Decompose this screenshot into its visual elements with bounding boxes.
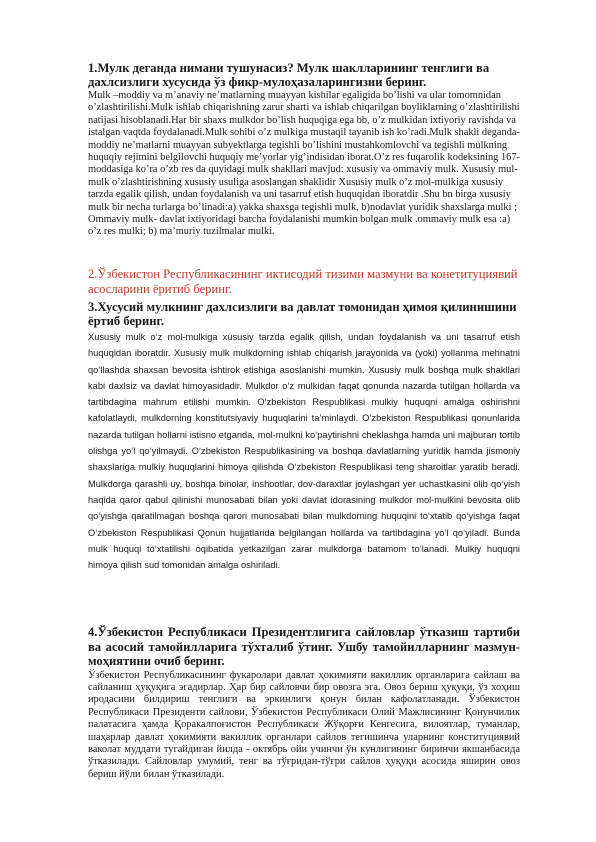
section-3-body: Xususiy mulk o‘z mol-mulkiga xususiy tarzda egalik qilish, undan foydalanish va uni tasarruf etish huquqidan iboratdir. Xususiy mulk mulkdorning ishlab chiqarish jarayonida va (yoki) yollanma mehnatni qo‘llashda shaxsan bevosita ishtirok etishiga asoslanishi mumkin. Xususiy mulk boshqa mulk shakllari kabi daxlsiz va davlat himoyasidadir. Mulkdor o‘z mulkidan faqat qonunda nazarda tutilgan hollarda va tartibdagina mahrum etilishi mumkin. O‘zbekiston Respublikasi mulkiy huquqni amalga oshirishni kafolatlaydi, mulkdorning konstitutsiyaviy huquqlarini ta’minlaydi. O‘zbekiston Respublikasi qonunlarida nazarda tutilgan hollarni istisno etganda, mol-mulkni ko‘paytirishni cheklashga hamda uni majburan tortib olishga yo‘l qo‘yilmaydi. O‘zbekiston Respublikasining va boshqa davlatlarning yuridik hamda jismoniy shaxslariga mulkiy huquqlarini himoya qilishda O‘zbekiston Respublikasi teng sharoitlar yaratib beradi. Mulkdorga qarashli uy, boshqa binolar, inshootlar, dov-daraxtlar joylashgan yer uchastkasini olib qo‘yish haqida qaror qabul qilinishi munosabati bilan yoki davlat idorasining mulkdor mol-mulkini bevosita olib qo‘yishga qaratilmagan boshqa qarori munosabati bilan mulkdorning huquqini to‘xtatib qo‘yishga faqat O‘zbekiston Respublikasi Qonun hujjatlarida belgilangan hollarda va tartibdagina yo‘l qo‘yiladi. Bunda mulk huquqi to‘xtatilishi oqibatida yetkazilgan zarar mulkdorga batamom to‘lanadi. Mulkiy huquqni himoya qilish sud tomonidan amalga oshiriladi. [88,332,520,571]
section-2-heading: 2.Ўзбекистон Республикасининг иктисодий тизими мазмуни ва конетитуциявий асосларини ёритиб беринг. [88,267,518,296]
section-3 [88,300,520,573]
section-4-heading: 4.Ўзбекистон Республикаси Президентлигига сайловлар ўтказиш тартиби ва асосий тамойилларига тўхталиб ўтинг. Ушбу тамойилларнинг мазмун-моҳиятини очиб беринг. [88,625,520,668]
section-1-body: Mulk –moddiy va m’anaviy ne’matlarning muayyan kishilar egaligida bo’lishi va ular tomomnidan o’zlashtirilishi.Mulk ishlab chiqarishning zarur sharti va ishlab chiqarilgan boyliklarning o’zlashtirilishi natijasi hisoblanadi.Har bir shaxs mulkdor bo’lish huquqiga ega bb, o’z mulkidan ixtiyoriy ravishda va istalgan vaqtda foydalanadi.Mulk sohibi o’z mulkiga mustaqil tayanib ish ko’radi.Mulk shakli deganda- moddiy ne’matlarni muayyan subyektlarga tegishli bo’lishini mustahkomlovchi va tegishli mulkning huquqiy rejimini belgilovchi huquqiy me’yorlar yig’indisidan iborat.O’z res fuqarolik kodeksining 167- moddasiga ko’ra o’zb res da quyidagi mulk shakllari mavjud: xususiy va ommaviy mulk. Xususiy mul- mulk o’zlashtirishning xususiy usuliga asoslangan shaklidir Xususiy mulk o’z mol-mulkiga xususiy tarzda egalik qilish, undan foydalanish va uni tasarruf etish huquqidan iboratdir .Shu bn birga xususiy mulk bir necha turlarga bo’linadi:a) yakka shaxsga tegishli mulk, b)nodavlat yuridik shaxslarga mulki ; Ommaviy mulk- davlat ixtiyoridagi barcha foydalanishi mumkin bolgan mulk .ommaviy mulk esa :a) o’z res mulki; b) ma’muriy tuzilmalar mulki. [88,90,520,238]
section-2 [88,267,520,296]
section-4-body: Ўзбекистон Республикасининг фукаролари давлат ҳокимияти вакиллик органларига сайлаш ва сайланиш ҳуқуқига эгадирлар. Ҳар бир сайловчи бир овозга эга. Овоз бериш ҳуқуқи, ўз хоҳиш иродасини билдириш тенглиги ва эркинлиги қонун билан кафолатланади. Ўзбекистон Республикаси Президенти сайлови, Ўзбекистон Республикаси Олий Мажлисининг Қонунчилик палатасига ҳамда Қоракалпоғистон Республикаси Жўқорғи Кенгесига, вилоятлар, туманлар, шаҳарлар давлат ҳокимияти вакиллик органлари сайлов тегишинча уларнинг конституциявий ваколат муддати тугайдиган йилда - октябрь ойи учинчи ўн кунлигининг биринчи якшанбасида ўтказилади. Сайловлар умумий, тенг ва тўғридан-тўғри сайлов ҳуқуқи асосида яширин овоз бериш йўли билан ўтказилади. [88,669,520,780]
section-1-heading: 1.Мулк деганда нимани тушунасиз? Мулк шаклларининг тенглиги ва дахлсизлиги хусусида ўз фикр-мулоҳазаларингизни беринг. [88,61,490,89]
section-4 [88,625,520,781]
section-1 [88,61,520,239]
section-3-heading: 3.Хусусий мулкнинг дахлсизлиги ва давлат томонидан ҳимоя қилинишини ёртиб беринг. [88,300,517,328]
